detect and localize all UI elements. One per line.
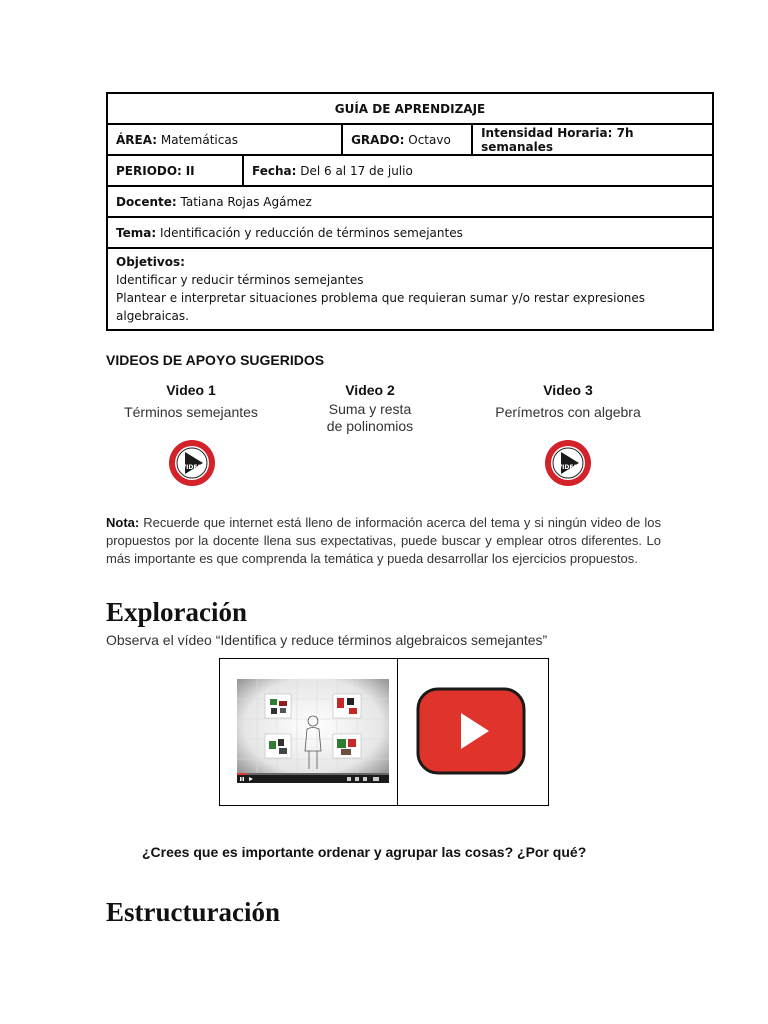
intensidad-cell: Intensidad Horaria: 7h semanales xyxy=(472,124,713,155)
video-2-title: Video 2 xyxy=(345,382,395,398)
reflection-question: ¿Crees que es importante ordenar y agrupar las cosas? ¿Por qué? xyxy=(142,844,587,860)
objetivos-cell xyxy=(107,248,713,330)
docente-label: Docente: xyxy=(116,194,177,209)
area-value: Matemáticas xyxy=(160,132,238,147)
badge-text: VIDEO xyxy=(181,464,203,471)
tema-label: Tema: xyxy=(116,225,157,240)
note-paragraph xyxy=(106,514,661,568)
note-label: Nota: xyxy=(106,515,140,530)
exploracion-heading: Exploración xyxy=(106,597,248,627)
play-video-icon[interactable] xyxy=(543,438,593,488)
video-2-subtitle: Suma y resta de polinomios xyxy=(326,401,414,434)
media-divider xyxy=(397,659,398,805)
tema-cell xyxy=(107,217,713,248)
video-embed-box xyxy=(219,658,549,806)
area-label: ÁREA: xyxy=(116,132,158,147)
objetivos-label: Objetivos: xyxy=(116,255,185,269)
grado-label: GRADO: xyxy=(351,132,405,147)
fecha-cell xyxy=(243,155,713,186)
objetivo-2: Plantear e interpretar situaciones problema que requieran sumar y/o restar expresiones algebraicas. xyxy=(116,291,646,323)
play-video-icon[interactable] xyxy=(167,438,217,488)
videos-heading: VIDEOS DE APOYO SUGERIDOS xyxy=(106,352,325,368)
grado-cell xyxy=(342,124,472,155)
area-cell xyxy=(107,124,342,155)
periodo-cell xyxy=(107,155,243,186)
learning-guide-table xyxy=(106,92,714,331)
youtube-play-icon[interactable] xyxy=(415,686,527,776)
fecha-value: Del 6 al 17 de julio xyxy=(300,163,413,178)
docente-cell xyxy=(107,186,713,217)
badge-text: VIDEO xyxy=(557,464,579,471)
video-3-subtitle: Perímetros con algebra xyxy=(495,404,641,420)
video-2 xyxy=(270,382,470,435)
docente-value: Tatiana Rojas Agámez xyxy=(180,194,312,209)
estructuracion-heading: Estructuración xyxy=(106,897,280,927)
video-thumbnail[interactable] xyxy=(237,679,389,783)
note-text: Recuerde que internet está lleno de información acerca del tema y si ningún video de los propuestos por la docente llena sus expectativas, puede buscar y emplear otros diferentes. Lo más importante es que comprenda la temática y pueda desarrollar los ejercicios propuestos. xyxy=(106,515,661,566)
fecha-label: Fecha: xyxy=(252,163,297,178)
objetivo-1: Identificar y reducir términos semejantes xyxy=(116,273,364,287)
grado-value: Octavo xyxy=(408,132,451,147)
guide-title: GUÍA DE APRENDIZAJE xyxy=(107,93,713,124)
tema-value: Identificación y reducción de términos semejantes xyxy=(159,225,463,240)
periodo-value: II xyxy=(185,163,195,178)
video-3-title: Video 3 xyxy=(543,382,593,398)
video-1-title: Video 1 xyxy=(166,382,216,398)
periodo-label: PERIODO: xyxy=(116,163,182,178)
video-1-subtitle: Términos semejantes xyxy=(124,404,258,420)
video-1 xyxy=(91,382,291,421)
exploracion-prompt: Observa el vídeo “Identifica y reduce términos algebraicos semejantes” xyxy=(106,632,548,648)
video-3 xyxy=(468,382,668,421)
